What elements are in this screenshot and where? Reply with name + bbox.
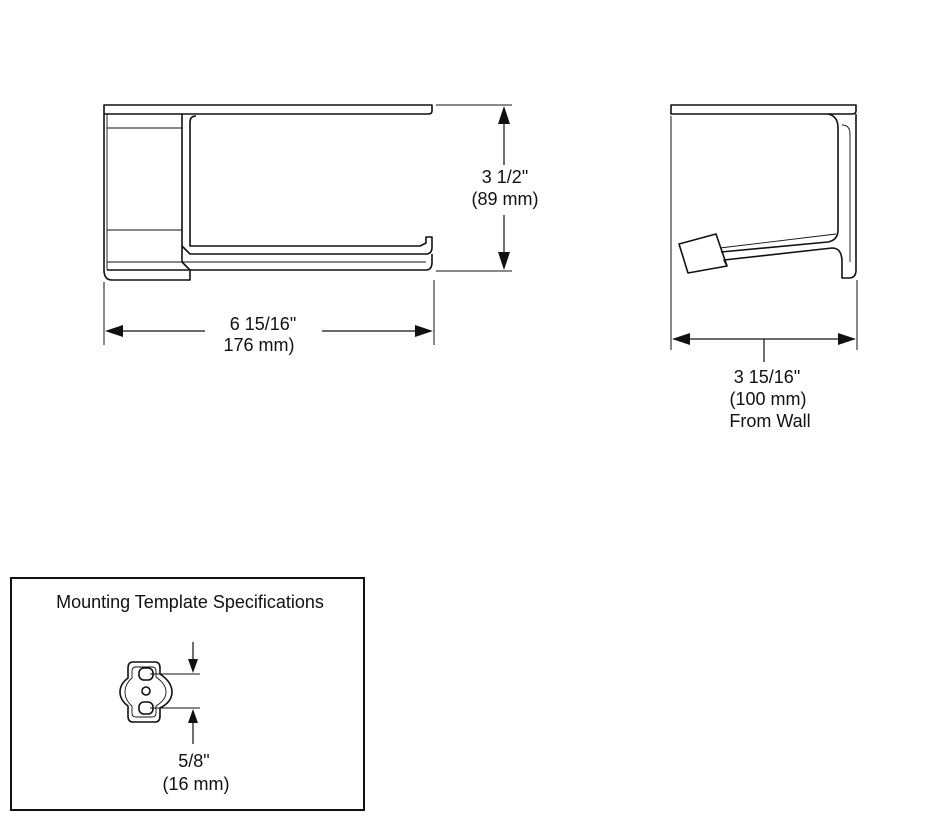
side-depth-metric-label: (100 mm) <box>729 389 807 409</box>
front-view <box>104 105 539 355</box>
front-height-dimension <box>436 105 512 271</box>
front-height-metric-label: (89 mm) <box>471 189 539 209</box>
side-view <box>671 105 857 431</box>
front-view-holder-outline <box>104 105 432 280</box>
mounting-spacing-metric-label: (16 mm) <box>162 774 230 794</box>
side-view-holder-outline <box>671 105 856 278</box>
front-height-imperial-label: 3 1/2" <box>481 167 529 187</box>
front-width-metric-label: 176 mm) <box>223 335 295 355</box>
mounting-template-box <box>11 578 364 810</box>
side-depth-imperial-label: 3 15/16" <box>733 367 801 387</box>
front-width-imperial-label: 6 15/16" <box>229 314 297 334</box>
mounting-template-title: Mounting Template Specifications <box>56 592 324 612</box>
side-depth-note-label: From Wall <box>729 411 811 431</box>
mounting-spacing-imperial-label: 5/8" <box>178 751 210 771</box>
